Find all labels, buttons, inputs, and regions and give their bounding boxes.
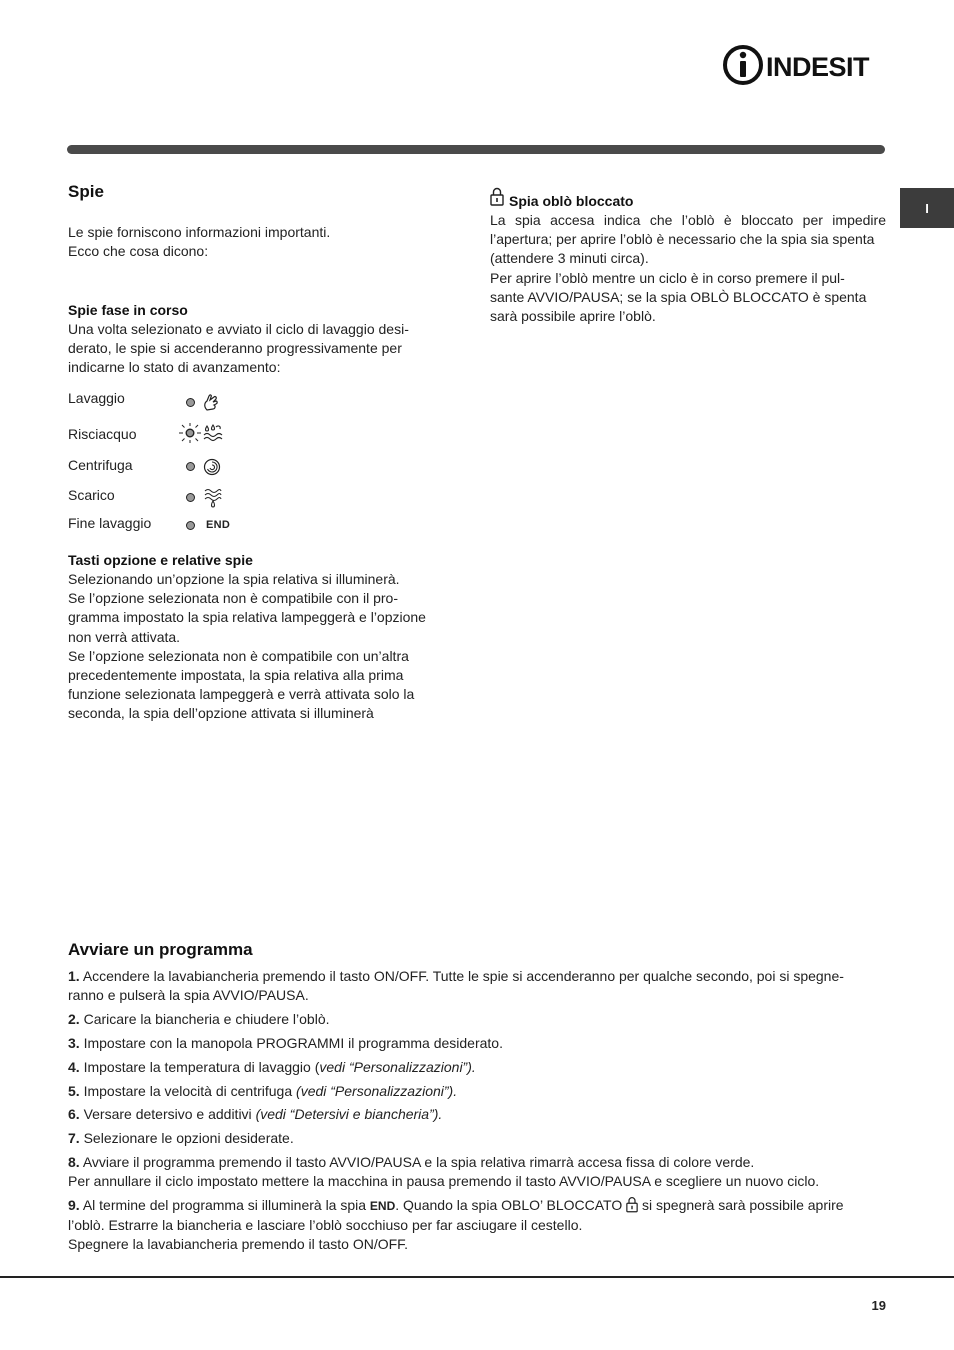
- step-text: l’oblò. Estrarre la biancheria e lasciare l’oblò socchiuso per far asciugare il cestello.: [68, 1217, 583, 1233]
- step-text: si spegnerà sarà possibile aprire: [638, 1197, 844, 1213]
- lock-icon: [626, 1196, 638, 1213]
- step-text: Spegnere la lavabiancheria premendo il tasto ON/OFF.: [68, 1236, 409, 1252]
- text-line: indicarne lo stato di avanzamento:: [68, 359, 281, 376]
- header-rule: [67, 145, 885, 154]
- step-number: 9.: [68, 1197, 80, 1213]
- step-number: 5.: [68, 1083, 80, 1099]
- drain-icon: [204, 488, 222, 510]
- step-emphasis: (vedi “Detersivi e biancheria”).: [255, 1106, 443, 1122]
- text-line: Una volta selezionato e avviato il ciclo di lavaggio desi-: [68, 321, 409, 337]
- footer-rule: [0, 1276, 954, 1278]
- lock-icon: [490, 187, 504, 206]
- step-text: Selezionare le opzioni desiderate.: [83, 1130, 294, 1146]
- text-line: sarà possibile aprire l’oblò.: [490, 308, 656, 325]
- step-text: Impostare la temperatura di lavaggio (: [83, 1059, 320, 1075]
- indicator-led: [186, 462, 195, 471]
- text-line: Se l’opzione selezionata non è compatibile con un’altra: [68, 647, 409, 664]
- text-line: Selezionando un’opzione la spia relativa si illuminerà.: [68, 571, 400, 587]
- section-title-avviare: Avviare un programma: [68, 940, 253, 959]
- indicator-led: [186, 493, 195, 502]
- step-text: Per annullare il ciclo impostato mettere la macchina in pausa premendo il tasto AVVIO/PAUSA e scegliere un nuovo ciclo.: [68, 1173, 820, 1189]
- step-text: Versare detersivo e additivi: [83, 1106, 256, 1122]
- end-icon: END: [369, 1199, 396, 1213]
- step-number: 1.: [68, 968, 80, 984]
- step-number: 4.: [68, 1059, 80, 1075]
- step-6: [68, 1105, 442, 1124]
- indicator-led: [186, 521, 195, 530]
- wash-icon: [202, 392, 220, 412]
- spin-icon: [203, 458, 221, 476]
- fase-paragraph: [68, 320, 448, 378]
- step-3: [68, 1034, 503, 1053]
- indesit-logo: [722, 44, 887, 86]
- text-line: gramma impostato la spia relativa lampeggerà e l’opzione: [68, 609, 426, 626]
- intro-line: Ecco che cosa dicono:: [68, 243, 209, 260]
- text-line: La spia accesa indica che l’oblò è bloccato per impedire: [490, 212, 886, 228]
- step-text: Impostare la velocità di centrifuga: [83, 1083, 297, 1099]
- text-line: funzione selezionata lampeggerà e verrà attivata solo la: [68, 686, 415, 703]
- text-line: seconda, la spia dell’opzione attivata si illuminerà: [68, 705, 374, 722]
- oblo-paragraph: [490, 211, 886, 326]
- tasti-paragraph: [68, 570, 458, 724]
- text-line: non verrà attivata.: [68, 628, 181, 645]
- page-number: 19: [871, 1298, 886, 1313]
- intro-line: Le spie forniscono informazioni importanti.: [68, 224, 331, 240]
- indicator-led: [186, 398, 195, 407]
- step-text: . Quando la spia OBLO’ BLOCCATO: [395, 1197, 627, 1213]
- language-tab: I: [900, 188, 954, 228]
- step-4: [68, 1058, 476, 1077]
- text-line: precedentemente impostata, la spia relativa alla prima: [68, 667, 404, 684]
- step-emphasis: (vedi “Personalizzazioni”).: [296, 1083, 458, 1099]
- subtitle-fase: Spie fase in corso: [68, 302, 188, 318]
- step-number: 3.: [68, 1035, 80, 1051]
- text-line: Se l’opzione selezionata non è compatibile con il pro-: [68, 590, 398, 607]
- step-1: [68, 967, 888, 1005]
- step-text: ranno e pulserà la spia AVVIO/PAUSA.: [68, 987, 309, 1003]
- step-5: [68, 1082, 457, 1101]
- spie-intro: [68, 223, 448, 261]
- step-8: [68, 1153, 888, 1191]
- indicator-label-centrifuga: Centrifuga: [68, 457, 133, 473]
- subtitle-oblo: Spia oblò bloccato: [509, 193, 634, 209]
- brand-name: INDESIT: [766, 52, 870, 82]
- step-number: 6.: [68, 1106, 80, 1122]
- indicator-label-lavaggio: Lavaggio: [68, 390, 125, 406]
- step-2: [68, 1010, 330, 1029]
- step-text: Al termine del programma si illuminerà la spia: [82, 1197, 370, 1213]
- step-text: Accendere la lavabiancheria premendo il tasto ON/OFF. Tutte le spie si accenderanno per qualche secondo, poi si spegne-: [82, 968, 844, 984]
- step-number: 8.: [68, 1154, 80, 1170]
- section-title-spie: Spie: [68, 182, 104, 201]
- step-text: Avviare il programma premendo il tasto AVVIO/PAUSA e la spia relativa rimarrà accesa fissa di colore verde.: [82, 1154, 755, 1170]
- step-text: Impostare con la manopola PROGRAMMI il programma desiderato.: [83, 1035, 503, 1051]
- step-9: [68, 1196, 888, 1254]
- text-line: l’apertura; per aprire l’oblò è necessario che la spia sia spenta: [490, 231, 875, 248]
- blinking-led-icon: [178, 422, 202, 444]
- step-number: 7.: [68, 1130, 80, 1146]
- text-line: (attendere 3 minuti circa).: [490, 250, 649, 267]
- step-text: Caricare la biancheria e chiudere l’oblò.: [83, 1011, 330, 1027]
- indicator-label-risciacquo: Risciacquo: [68, 426, 137, 442]
- step-emphasis: vedi “Personalizzazioni”).: [319, 1059, 476, 1075]
- end-icon: END: [206, 519, 231, 531]
- text-line: sante AVVIO/PAUSA; se la spia OBLÒ BLOCCATO è spenta: [490, 288, 867, 305]
- subtitle-tasti: Tasti opzione e relative spie: [68, 552, 253, 568]
- step-7: [68, 1129, 294, 1148]
- text-line: derato, le spie si accenderanno progressivamente per: [68, 340, 402, 357]
- rinse-icon: [203, 424, 223, 442]
- indicator-label-scarico: Scarico: [68, 487, 115, 503]
- step-number: 2.: [68, 1011, 80, 1027]
- indicator-label-fine-lavaggio: Fine lavaggio: [68, 515, 152, 531]
- text-line: Per aprire l’oblò mentre un ciclo è in corso premere il pul-: [490, 269, 845, 286]
